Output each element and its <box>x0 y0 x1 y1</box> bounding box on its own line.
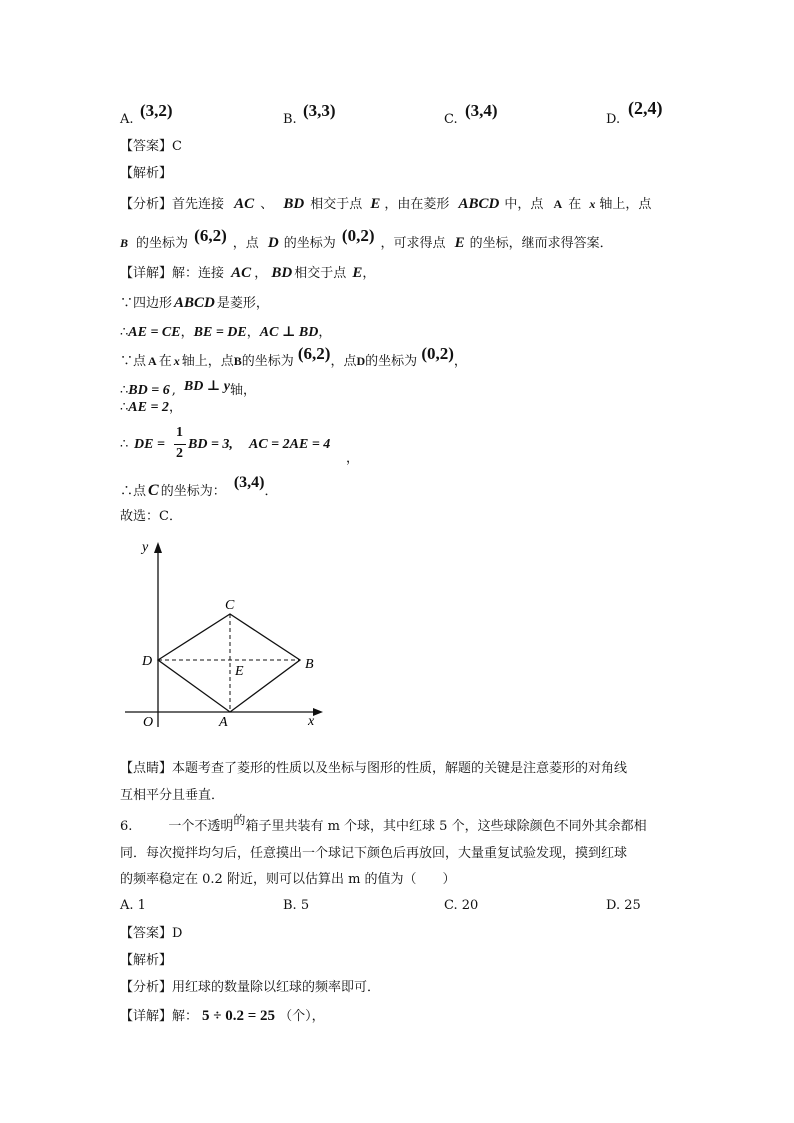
question-text: 一个不透明 <box>168 819 234 834</box>
rhombus-abcd <box>158 614 300 712</box>
question-number: 6. <box>120 819 133 834</box>
fenxi-tag: 【分析】 <box>120 197 173 212</box>
label-c: C <box>225 598 235 613</box>
q5-option-c-value: (3,4) <box>465 101 498 120</box>
eq-bd-perp-y: BD ⊥ y <box>183 379 230 394</box>
detail-tag: 【详解】 <box>120 1009 173 1024</box>
y-axis-arrow <box>154 542 162 553</box>
detail-text: 轴， <box>229 383 256 398</box>
math-abcd: ABCD <box>174 295 215 311</box>
option-letter: B. <box>283 898 297 913</box>
q5-option-b-letter: B. <box>283 112 297 127</box>
q6-line2: 同．每次搅拌均匀后，任意摸出一个球记下颜色后再放回，大量重复试验发现，摸到红球 <box>120 846 628 861</box>
math-b: B <box>120 236 129 250</box>
q6-option-c <box>444 898 478 913</box>
q6-option-b <box>283 898 309 913</box>
fenxi-text: 在 <box>568 197 582 212</box>
detail-text: （个）， <box>279 1009 325 1024</box>
rhombus-figure <box>115 532 340 732</box>
q5-option-c-letter: C. <box>444 112 458 127</box>
q6-fenxi <box>120 976 380 995</box>
fenxi-text: ，由在菱形 <box>384 197 450 212</box>
q6-detail <box>120 1005 325 1025</box>
comma: ， <box>346 451 360 466</box>
q6-line3: 的频率稳定在 0.2 附近，则可以估算出 m 的值为（ ） <box>120 872 456 887</box>
math-a: A <box>553 197 563 211</box>
coord-b: (6,2) <box>194 226 227 245</box>
q5-detail-line1 <box>120 262 375 282</box>
math-e: E <box>352 265 363 281</box>
fenxi-text: 中，点 <box>504 197 544 212</box>
fenxi-text: ，可求得点 <box>380 236 446 251</box>
eq-ac-perp-bd: AC ⊥ BD <box>259 325 319 340</box>
coord-d: (0,2) <box>421 344 454 363</box>
detail-text: ， <box>362 266 376 281</box>
answer-value: C <box>172 139 182 154</box>
fenxi-text: 的坐标为 <box>283 236 336 251</box>
therefore-symbol: ∴ <box>120 383 129 398</box>
fraction-denominator: 2 <box>176 446 183 461</box>
fenxi-text: 首先连接 <box>172 197 225 212</box>
option-value: 25 <box>624 898 641 913</box>
detail-text: ∵四边形 <box>120 296 173 311</box>
therefore-symbol: ∴ <box>120 437 129 452</box>
coord-d: (0,2) <box>341 226 375 245</box>
math-ac: AC <box>231 265 252 281</box>
math-c: C <box>148 482 159 499</box>
detail-text: ，点 <box>330 354 357 369</box>
math-ac: AC <box>234 196 255 212</box>
eq-bd-6: BD = 6 <box>128 383 170 398</box>
q5-option-a-value: (3,2) <box>140 101 173 120</box>
fenxi-text: 、 <box>260 197 274 212</box>
fenxi-tag: 【分析】 <box>120 980 173 995</box>
detail-tag: 【详解】 <box>120 266 173 281</box>
x-axis-arrow <box>313 708 323 716</box>
q5-option-a-letter: A. <box>120 112 134 127</box>
eq-bd-3: BD = 3, <box>188 437 233 452</box>
math-x: x <box>173 354 180 368</box>
detail-text: ， <box>453 354 467 369</box>
fenxi-text: 相交于点 <box>310 197 363 212</box>
math-e: E <box>454 235 465 251</box>
q5-option-d-value: (2,4) <box>628 98 663 118</box>
q5-detail-line3 <box>120 321 331 341</box>
detail-text: ∴点 <box>120 484 147 499</box>
option-value: 1 <box>137 898 146 913</box>
label-o: O <box>143 715 154 730</box>
eq-5-div-02: 5 ÷ 0.2 = 25 <box>202 1008 276 1024</box>
comma: ， <box>180 325 194 340</box>
q5-detail-line5: ∴BD = 6 , BD ⊥ y轴， <box>120 379 256 398</box>
period: ． <box>264 484 278 499</box>
label-y: y <box>142 540 149 555</box>
detail-text: 的坐标为 <box>241 354 294 369</box>
q5-fenxi-line1 <box>120 193 651 213</box>
q5-detail-line2 <box>120 292 269 312</box>
eq-ae-ce: AE = CE <box>128 325 181 340</box>
q5-analysis-tag: 【解析】 <box>120 166 173 181</box>
math-abcd: ABCD <box>458 196 500 212</box>
dianjing-text: 本题考查了菱形的性质以及坐标与图形的性质，解题的关键是注意菱形的对角线 <box>172 761 628 776</box>
fraction-bar <box>174 444 186 445</box>
math-d: D <box>267 235 279 251</box>
fenxi-text: ，点 <box>232 236 259 251</box>
fenxi-text: 的坐标为 <box>136 236 189 251</box>
fraction-numerator: 1 <box>176 425 183 440</box>
q5-choose: 故选：C． <box>120 509 182 524</box>
detail-text: 的坐标为： <box>160 484 226 499</box>
eq-ac-4: AC = 2AE = 4 <box>249 437 331 452</box>
option-value: 5 <box>300 898 310 913</box>
q5-detail-line4 <box>120 344 467 370</box>
answer-value: D <box>172 926 183 941</box>
answer-tag: 【答案】 <box>120 926 173 941</box>
option-value: 20 <box>461 898 479 913</box>
detail-text: 轴上，点 <box>181 354 234 369</box>
eq-ae-2: AE = 2 <box>128 400 169 415</box>
option-letter: C. <box>444 898 458 913</box>
fenxi-text: 用红球的数量除以红球的频率即可． <box>172 980 381 995</box>
detail-text: 解： <box>172 1009 199 1024</box>
label-d: D <box>142 654 153 669</box>
detail-text: ， <box>254 266 268 281</box>
fenxi-text: 的坐标，继而求得答案． <box>469 236 613 251</box>
question-text: 箱子里共装有 m 个球，其中红球 5 个，这些球除颜色不同外其余都相 <box>245 819 647 834</box>
q6-line1 <box>120 815 647 834</box>
q5-detail-line8 <box>120 474 278 500</box>
answer-tag: 【答案】 <box>120 139 173 154</box>
comma: ， <box>318 325 332 340</box>
math-x: x <box>589 197 596 211</box>
label-e: E <box>235 664 244 679</box>
eq-be-de: BE = DE <box>193 325 247 340</box>
detail-text: 的坐标为 <box>365 354 418 369</box>
q6-option-d <box>606 898 641 913</box>
label-a: A <box>219 715 228 730</box>
q6-answer <box>120 922 182 941</box>
math-e: E <box>370 196 381 212</box>
q6-option-a <box>120 898 146 913</box>
detail-text: 相交于点 <box>294 266 347 281</box>
option-letter: D. <box>606 898 621 913</box>
math-a: A <box>148 354 157 368</box>
detail-text: 是菱形， <box>216 296 269 311</box>
q5-option-b-value: (3,3) <box>303 101 336 120</box>
math-b: B <box>233 354 242 368</box>
q5-dianjing-line2: 互相平分且垂直． <box>120 788 225 803</box>
q5-dianjing-line1 <box>120 757 627 776</box>
math-bd: BD <box>271 265 293 281</box>
comma: ， <box>168 400 182 415</box>
coord-c: (3,4) <box>233 474 265 491</box>
coord-b: (6,2) <box>297 344 331 363</box>
comma: ， <box>246 325 260 340</box>
q5-fenxi-line2 <box>120 226 613 252</box>
question-text: 的 <box>233 813 246 827</box>
q5-detail-line6 <box>120 396 182 416</box>
option-letter: A. <box>120 898 134 913</box>
label-b: B <box>305 657 314 672</box>
eq-de: DE = <box>134 437 165 452</box>
detail-text: 在 <box>158 354 172 369</box>
q5-option-d-letter: D. <box>606 112 621 127</box>
q5-answer <box>120 135 182 154</box>
dianjing-tag: 【点睛】 <box>120 761 173 776</box>
label-x: x <box>308 714 315 729</box>
math-bd: BD <box>283 196 305 212</box>
detail-text: ∵点 <box>120 354 147 369</box>
therefore-symbol: ∴ <box>120 325 129 340</box>
math-d: D <box>356 354 366 368</box>
therefore-symbol: ∴ <box>120 400 129 415</box>
q6-analysis-tag: 【解析】 <box>120 953 173 968</box>
fenxi-text: 轴上，点 <box>599 197 652 212</box>
detail-text: 解：连接 <box>172 266 225 281</box>
